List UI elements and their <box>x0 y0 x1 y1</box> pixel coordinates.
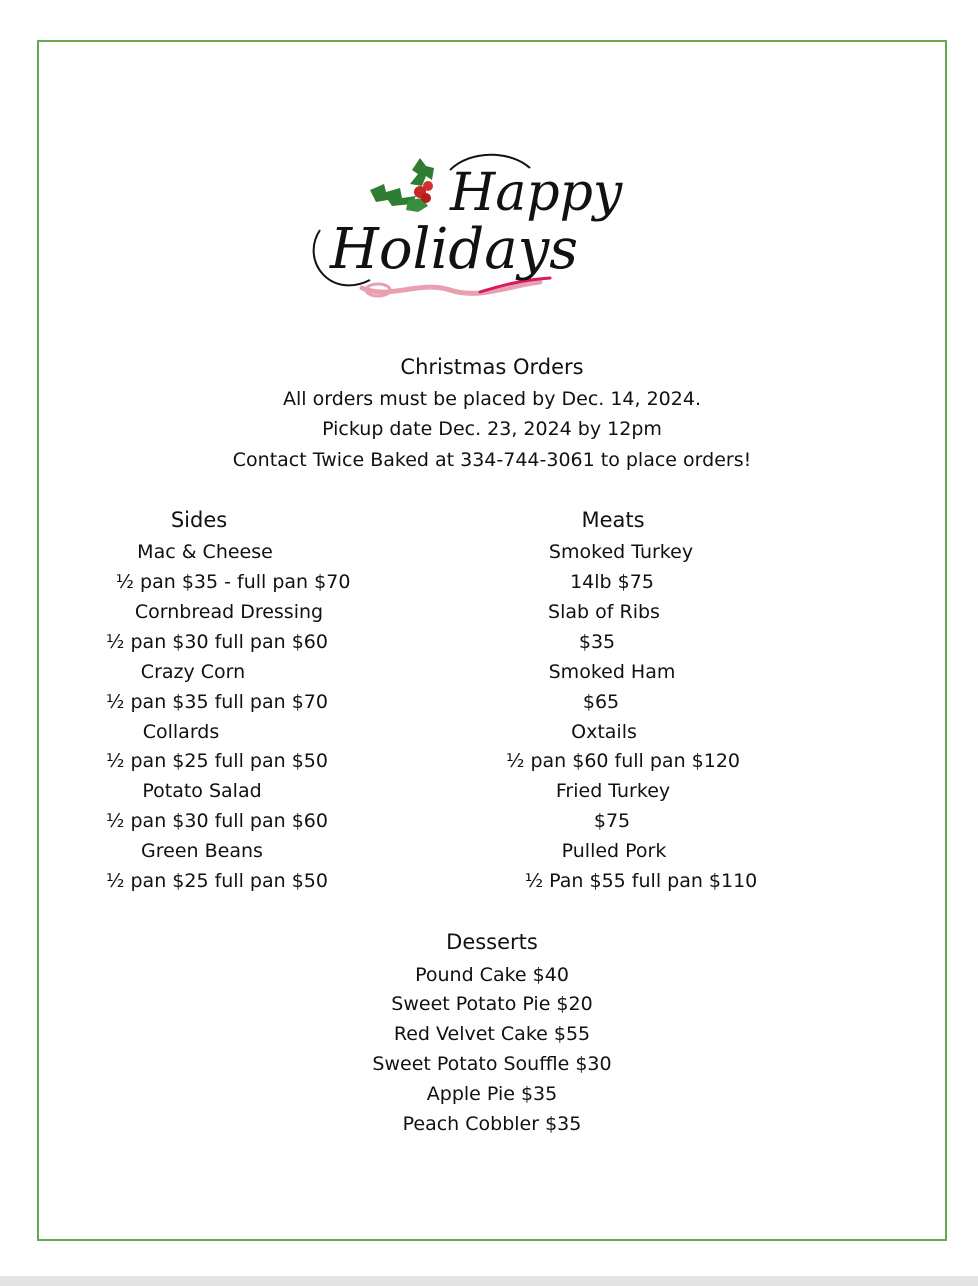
dessert-item: Apple Pie $35 <box>426 1083 558 1105</box>
meats-item: Smoked Turkey <box>548 541 694 563</box>
dessert-item: Sweet Potato Souffle $30 <box>372 1053 612 1075</box>
sides-price: ½ pan $35 - full pan $70 <box>115 571 351 593</box>
pickup-date-text: Pickup date Dec. 23, 2024 by 12pm <box>322 418 662 440</box>
contact-text: Contact Twice Baked at 334-744-3061 to place orders! <box>232 449 752 471</box>
meats-item: Pulled Pork <box>561 840 667 862</box>
meats-price: ½ Pan $55 full pan $110 <box>524 870 758 892</box>
meats-price: $75 <box>593 810 631 832</box>
sides-item: Mac & Cheese <box>137 541 273 563</box>
sides-item: Green Beans <box>141 840 263 862</box>
sides-price: ½ pan $25 full pan $50 <box>106 750 328 772</box>
sides-item: Cornbread Dressing <box>134 601 324 623</box>
dessert-item: Sweet Potato Pie $20 <box>391 993 593 1015</box>
meats-heading: Meats <box>581 508 645 532</box>
order-deadline-text: All orders must be placed by Dec. 14, 2024. <box>283 388 701 410</box>
sides-price: ½ pan $35 full pan $70 <box>106 691 328 713</box>
meats-item: Smoked Ham <box>548 661 676 683</box>
dessert-item: Peach Cobbler $35 <box>402 1113 582 1135</box>
meats-item: Fried Turkey <box>555 780 671 802</box>
sides-price: ½ pan $30 full pan $60 <box>106 810 328 832</box>
logo-line-holidays: Holidays <box>330 217 578 282</box>
meats-price: 14lb $75 <box>570 571 654 593</box>
sides-heading: Sides <box>170 508 228 532</box>
meats-item: Slab of Ribs <box>548 601 660 623</box>
meats-price: $35 <box>578 631 616 653</box>
bottom-divider <box>0 1276 978 1286</box>
happy-holidays-logo <box>300 140 690 310</box>
meats-price: ½ pan $60 full pan $120 <box>505 750 741 772</box>
desserts-heading: Desserts <box>446 930 538 954</box>
holly-berry-icon <box>423 181 433 191</box>
holly-berry-icon <box>421 193 431 203</box>
meats-price: $65 <box>582 691 620 713</box>
dessert-item: Pound Cake $40 <box>415 964 569 986</box>
meats-item: Oxtails <box>571 721 637 743</box>
logo-line-happy: Happy <box>450 163 623 223</box>
sides-item: Potato Salad <box>142 780 262 802</box>
sides-price: ½ pan $25 full pan $50 <box>106 870 328 892</box>
page-title: Christmas Orders <box>400 355 584 379</box>
sides-item: Collards <box>142 721 220 743</box>
sides-price: ½ pan $30 full pan $60 <box>106 631 328 653</box>
sides-item: Crazy Corn <box>140 661 246 683</box>
dessert-item: Red Velvet Cake $55 <box>393 1023 591 1045</box>
